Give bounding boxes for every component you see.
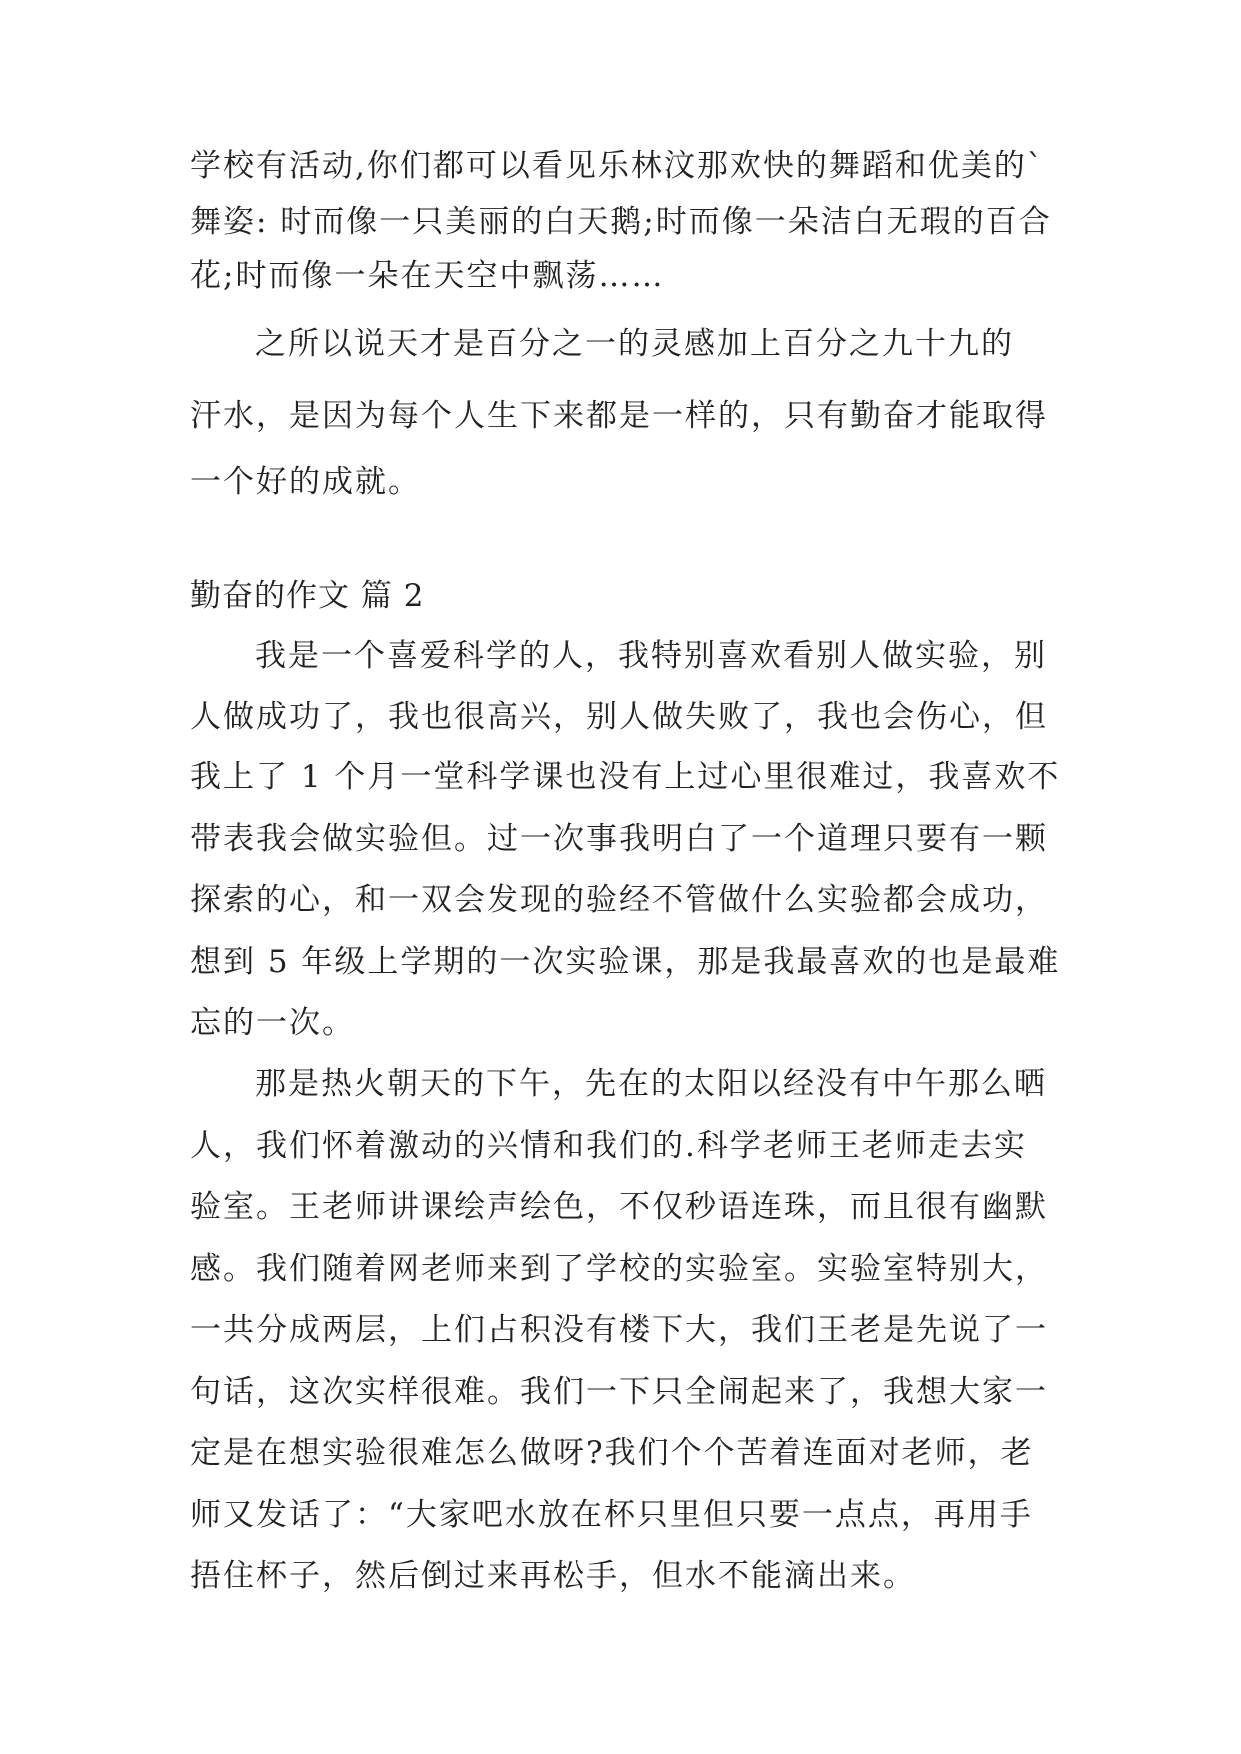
text-line: 捂住杯子，然后倒过来再松手，但水不能滴出来。 <box>190 1558 916 1594</box>
text-line: 师又发话了：“大家吧水放在杯只里但只要一点点，再用手 <box>190 1497 1033 1533</box>
text-line: 人，我们怀着激动的兴情和我们的.科学老师王老师走去实 <box>190 1128 1027 1164</box>
text-line: 舞姿: 时而像一只美丽的白天鹅;时而像一朵洁白无瑕的百合 <box>190 204 1052 240</box>
text-line: 人做成功了，我也很高兴，别人做失败了，我也会伤心，但 <box>190 699 1048 735</box>
section-heading: 勤奋的作文 篇 2 <box>190 578 425 614</box>
text-line: 学校有活动,你们都可以看见乐林汶那欢快的舞蹈和优美的` <box>190 148 1045 184</box>
text-line: 我上了 1 个月一堂科学课也没有上过心里很难过，我喜欢不 <box>190 759 1061 795</box>
text-line: 想到 5 年级上学期的一次实验课，那是我最喜欢的也是最难 <box>190 944 1061 980</box>
text-line: 带表我会做实验但。过一次事我明白了一个道理只要有一颗 <box>190 821 1048 857</box>
text-line: 感。我们随着网老师来到了学校的实验室。实验室特别大， <box>190 1251 1048 1287</box>
text-line: 探索的心，和一双会发现的验经不管做什么实验都会成功， <box>190 882 1048 918</box>
text-line: 我是一个喜爱科学的人，我特别喜欢看别人做实验，别 <box>255 638 1047 674</box>
text-line: 句话，这次实样很难。我们一下只全闹起来了，我想大家一 <box>190 1374 1048 1410</box>
text-line: 定是在想实验很难怎么做呀?我们个个苦着连面对老师，老 <box>190 1435 1034 1471</box>
text-line: 验室。王老师讲课绘声绘色，不仅秒语连珠，而且很有幽默 <box>190 1189 1048 1225</box>
text-line: 之所以说天才是百分之一的灵感加上百分之九十九的 <box>255 326 1014 362</box>
text-line: 一共分成两层，上们占积没有楼下大，我们王老是先说了一 <box>190 1312 1048 1348</box>
text-line: 那是热火朝天的下午，先在的太阳以经没有中午那么晒 <box>255 1066 1047 1102</box>
text-line: 忘的一次。 <box>190 1005 355 1041</box>
text-line: 汗水，是因为每个人生下来都是一样的，只有勤奋才能取得 <box>190 398 1048 434</box>
text-line: 一个好的成就。 <box>190 464 421 500</box>
text-line: 花;时而像一朵在天空中飘荡…… <box>190 258 665 294</box>
